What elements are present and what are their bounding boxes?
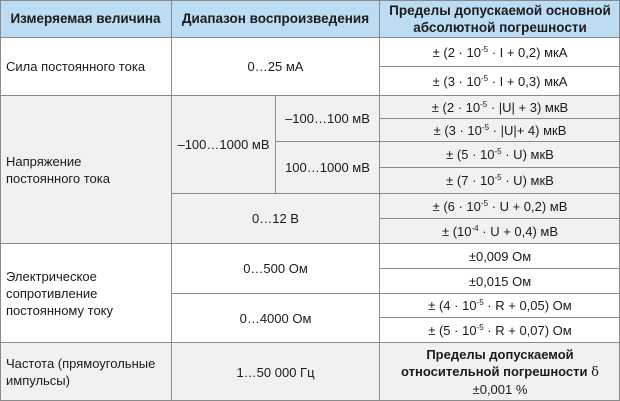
frequency-name: Частота (прямоугольные импульсы) bbox=[0, 343, 172, 401]
resistance-name: Электрическое сопротивление постоянному току bbox=[0, 244, 172, 343]
dc-current-range: 0…25 мА bbox=[172, 38, 380, 96]
dc-voltage-error-3: ± $(5 \cdot 10^{-5} \cdot U)$ мкВ bbox=[380, 142, 620, 168]
dc-voltage-error-2: ± $(3 \cdot 10^{-5} \cdot |U|+ 4)$ мкВ bbox=[380, 119, 620, 142]
dc-current-name: Сила постоянного тока bbox=[0, 38, 172, 96]
frequency-error bbox=[380, 343, 620, 401]
dc-voltage-subrange-1: –100…100 мВ bbox=[276, 96, 380, 142]
frequency-error-title: Пределы допускаемой относительной погрешности δ bbox=[401, 347, 599, 380]
dc-voltage-error-5: ± $(6 \cdot 10^{-5} \cdot U + 0,2)$ мВ bbox=[380, 194, 620, 219]
dc-voltage-error-1: ± $(2 \cdot 10^{-5} \cdot |U| + 3)$ мкВ bbox=[380, 96, 620, 119]
header-range: Диапазон воспроизведения bbox=[172, 0, 380, 38]
resistance-range-2: 0…4000 Ом bbox=[172, 294, 380, 343]
resistance-error-1: ±0,009 Ом bbox=[380, 244, 620, 269]
dc-voltage-subrange-2: 100…1000 мВ bbox=[276, 142, 380, 194]
frequency-error-value: ±0,001 % bbox=[472, 382, 528, 397]
resistance-range-1: 0…500 Ом bbox=[172, 244, 380, 294]
dc-voltage-name: Напряжение постоянного тока bbox=[0, 96, 172, 244]
dc-voltage-error-6: ± $(10^{-4} \cdot U + 0,4)$ мВ bbox=[380, 219, 620, 244]
header-abs-error: Пределы допускаемой основной абсолютной погрешности bbox=[380, 0, 620, 38]
dc-voltage-range-outer: –100…1000 мВ bbox=[172, 96, 276, 194]
header-measured-quantity: Измеряемая величина bbox=[0, 0, 172, 38]
frequency-range: 1…50 000 Гц bbox=[172, 343, 380, 401]
dc-current-error-1: ± $(2 \cdot 10^{-5} \cdot I + 0,2)$ мкА bbox=[380, 38, 620, 67]
resistance-error-2: ±0,015 Ом bbox=[380, 269, 620, 294]
resistance-error-3: ± $(4 \cdot 10^{-5} \cdot R + 0,05)$ Ом bbox=[380, 294, 620, 318]
resistance-error-4: ± $(5 \cdot 10^{-5} \cdot R + 0,07)$ Ом bbox=[380, 318, 620, 343]
dc-current-error-2: ± $(3 \cdot 10^{-5} \cdot I + 0,3)$ мкА bbox=[380, 67, 620, 96]
dc-voltage-error-4: ± $(7 \cdot 10^{-5} \cdot U)$ мкВ bbox=[380, 168, 620, 194]
dc-voltage-range-3: 0…12 В bbox=[172, 194, 380, 244]
